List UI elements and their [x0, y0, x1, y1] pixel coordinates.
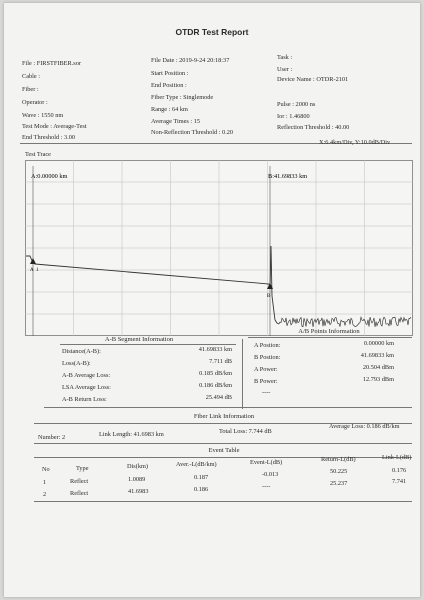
link-length: Link Length: 41.6983 km	[99, 431, 164, 438]
a-position-label: A Postion:	[254, 342, 281, 349]
a-position-value: 0.00000 km	[363, 340, 394, 347]
ab-points-extra-value: ----	[262, 389, 271, 396]
file-name: File : FIRSTFIBER.sor	[22, 60, 81, 67]
ab-bottom-rule	[44, 407, 412, 408]
ab-distance-value: 41.69833 km	[198, 346, 232, 353]
fiber-link-bottom-rule	[34, 443, 412, 444]
a-power-value: 20.504 dBm	[362, 364, 394, 371]
event-1-link-loss: 0.176	[392, 467, 407, 474]
event-2-link-loss: 7.741	[392, 478, 407, 485]
event-2-return-loss: 25.237	[330, 480, 348, 487]
col-header-event-loss: Event-L(dB)	[250, 459, 283, 466]
event-table-title: Event Table	[208, 447, 240, 454]
event-2-event-loss: ----	[262, 483, 271, 490]
average-times-field: Average Times : 15	[151, 118, 201, 125]
start-position-field: Start Position :	[151, 70, 189, 77]
event-1-event-loss: -0.013	[262, 471, 279, 478]
lsa-average-loss-label: LSA Average Loss:	[62, 384, 111, 391]
user-field: User :	[277, 66, 293, 73]
ab-loss-value: 7.711 dB	[209, 358, 232, 365]
marker-b-label: B:41.69833 km	[268, 173, 308, 180]
event-2-distance: 41.6983	[128, 488, 149, 495]
b-position-label: B Postion:	[254, 354, 281, 361]
col-header-no: No	[42, 466, 50, 473]
a-power-label: A Power:	[254, 366, 278, 373]
event-1-marker: 1	[36, 268, 39, 273]
cable-field: Cable :	[22, 73, 41, 80]
ab-points-title: A/B Points Information	[298, 328, 360, 335]
b-power-label: B Power:	[254, 378, 278, 385]
fiber-type-field: Fiber Type : Singlemode	[151, 94, 214, 101]
col-header-type: Type	[76, 465, 89, 472]
trace-scale: X:6.4km/Div, Y:10.0dB/Div	[319, 139, 391, 146]
wave-field: Wave : 1550 nm	[22, 112, 64, 119]
event-2-average-loss: 0.186	[194, 486, 209, 493]
pulse-field: Pulse : 2000 ns	[277, 101, 316, 108]
ab-average-loss-value: 0.185 dB/km	[199, 370, 232, 377]
col-header-distance: Dis(km)	[127, 463, 148, 470]
marker-a-symbol: A	[30, 268, 34, 273]
event-1-distance: 1.0089	[128, 476, 146, 483]
reflection-threshold-field: Reflection Threshold : 40.00	[277, 124, 350, 131]
b-power-value: 12.793 dBm	[362, 376, 394, 383]
link-average-loss: Average Loss: 0.186 dB/km	[329, 423, 400, 430]
file-date-field: File Date : 2019-9-24 20:18:37	[151, 57, 230, 64]
task-field: Task :	[277, 54, 293, 61]
event-table-bottom-rule	[34, 501, 412, 502]
trace-label: Test Trace	[25, 151, 51, 158]
col-header-return-loss: Return-L(dB)	[321, 456, 356, 463]
event-1-average-loss: 0.187	[194, 474, 209, 481]
event-2-type: Reflect	[70, 490, 89, 497]
ab-return-loss-label: A-B Return Loss:	[62, 396, 107, 403]
col-header-link-loss: Link-L(dB)	[382, 454, 412, 461]
event-1-type: Reflect	[70, 478, 89, 485]
ab-average-loss-label: A-B Average Loss:	[62, 372, 111, 379]
range-field: Range : 64 km	[151, 106, 188, 113]
ab-distance-label: Distance(A-B):	[62, 348, 101, 355]
test-mode-field: Test Mode : Average-Test	[22, 123, 87, 130]
non-reflection-threshold-field: Non-Reflection Threshold : 0.20	[151, 129, 234, 136]
ab-points-rule	[248, 337, 412, 338]
event-1-return-loss: 50.225	[330, 468, 348, 475]
b-position-value: 41.69833 km	[360, 352, 394, 359]
marker-a-label: A:0.00000 km	[31, 173, 68, 180]
ab-segment-title: A-B Segment Information	[104, 336, 174, 343]
report-title: OTDR Test Report	[175, 27, 249, 37]
event-1-no: 1	[43, 479, 47, 486]
device-name-field: Device Name : OTDR-2101	[277, 76, 349, 83]
event-2-no: 2	[43, 491, 47, 498]
operator-field: Operator :	[22, 99, 48, 106]
ab-segment-rule	[60, 344, 236, 345]
fiber-field: Fiber :	[22, 86, 39, 93]
marker-b-symbol: B	[267, 294, 271, 299]
col-header-average-loss: Aver.-L(dB/km)	[176, 461, 217, 468]
end-threshold-field: End Threshold : 3.00	[22, 134, 76, 141]
lsa-average-loss-value: 0.186 dB/km	[199, 382, 232, 389]
ab-column-divider	[242, 339, 243, 409]
fiber-link-title: Fiber Link Information	[193, 413, 255, 420]
link-number: Number: 2	[38, 434, 66, 441]
otdr-trace-plot	[25, 160, 413, 336]
ior-field: Ior : 1.46800	[277, 113, 310, 120]
ab-return-loss-value: 25.494 dB	[205, 394, 232, 401]
link-total-loss: Total Loss: 7.744 dB	[219, 428, 272, 435]
ab-loss-label: Loss(A-B):	[62, 360, 91, 367]
end-position-field: End Position :	[151, 82, 187, 89]
report-page	[4, 3, 420, 597]
